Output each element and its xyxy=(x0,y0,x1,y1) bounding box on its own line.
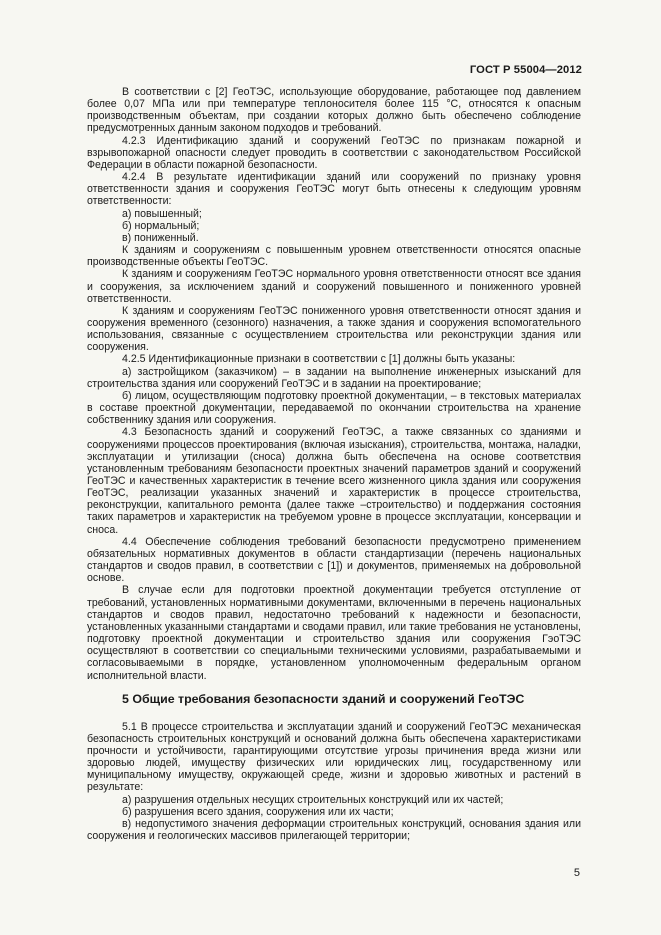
paragraph: 4.3 Безопасность зданий и сооружений ГеоТЭС, а также связанных со зданиями и сооружениями процессов проектирования (включая изыскания), строительства, монтажа, наладки, эксплуатации и утилизации (сноса) должна быть обеспечена на основе соответствия установленным требованиям безопасности проектных значений параметров зданий и сооружений ГеоТЭС и качественных характеристик в течение всего жизненного цикла здания или сооружения ГеоТЭС, реализации указанных значений и характеристик в процессе строительства, реконструкции, капитального ремонта (далее также –строительство) и поддержания состояния таких параметров и характеристик на требуемом уровне в процессе эксплуатации, консервации и сноса. xyxy=(87,426,581,536)
list-item: б) нормальный; xyxy=(122,219,200,232)
paragraph: В соответствии с [2] ГеоТЭС, использующие оборудование, работающее под давлением более 0,07 МПа или при температуре теплоносителя более 115 °С, относятся к опасным производственным объектам, при создании которых должно быть обеспечено соблюдение предусмотренных данным законом подходов и требований. xyxy=(87,86,581,135)
paragraph: К зданиям и сооружениям ГеоТЭС пониженного уровня ответственности относят здания и сооружения временного (сезонного) назначения, а также здания и сооружения вспомогательного использования, связанные с осуществлением строительства или реконструкции здания или сооружения. xyxy=(87,304,581,354)
page-number: 5 xyxy=(573,867,580,879)
document-id-header: ГОСТ Р 55004—2012 xyxy=(469,64,582,76)
list-item: а) повышенный; xyxy=(122,207,202,220)
paragraph: 4.2.3 Идентификацию зданий и сооружений ГеоТЭС по признакам пожарной и взрывопожарной опасности следует проводить в соответствии с законодательством Российской Федерации в области пожарной безопасности. xyxy=(87,134,581,171)
paragraph: 4.2.5 Идентификационные признаки в соответствии с [1] должны быть указаны: xyxy=(122,353,516,366)
list-item: б) разрушения всего здания, сооружения или их части; xyxy=(122,805,394,818)
list-item: а) застройщиком (заказчиком) – в задании на выполнение инженерных изысканий для строительства здания или сооружений ГеоТЭС и в задании на проектирование; xyxy=(87,365,581,390)
paragraph: В случае если для подготовки проектной документации требуется отступление от требований, установленных нормативными документами, включенными в перечень национальных стандартов и сводов правил, недостаточно требований к надежности и безопасности, установленных указанными стандартами и сводами правил, или такие требования не установлены, подготовку проектной документации и строительство здания или сооружения ГэоТЭС осуществляют в соответствии со специальными техническими условиями, разрабатываемыми и согласовываемыми в порядке, установленном уполномоченным федеральным органом исполнительной власти. xyxy=(87,584,581,682)
list-item: б) лицом, осуществляющим подготовку проектной документации, – в текстовых материалах в составе проектной документации, передаваемой по окончании строительства на хранение собственнику здания или сооружения. xyxy=(87,389,581,427)
list-item: в) недопустимого значения деформации строительных конструкций, основания здания или сооружения и геологических массивов прилегающей территории; xyxy=(87,817,581,843)
section-heading: 5 Общие требования безопасности зданий и сооружений ГеоТЭС xyxy=(122,691,525,706)
paragraph: 5.1 В процессе строительства и эксплуатации зданий и сооружений ГеоТЭС механическая безопасность строительных конструкций и оснований должна быть обеспечена характеристиками прочности и устойчивости, гарантирующими отсутствие угрозы причинения вреда жизни или здоровью людей, имуществу физических или юридических лиц, государственному или муниципальному имуществу, окружающей среде, жизни и здоровью животных и растений в результате: xyxy=(87,720,581,794)
document-body xyxy=(87,86,581,842)
paragraph: К зданиям и сооружениям с повышенным уровнем ответственности относятся опасные производственные объекты ГеоТЭС. xyxy=(87,244,581,269)
paragraph: К зданиям и сооружениям ГеоТЭС нормального уровня ответственности относят все здания и сооружения, за исключением зданий и сооружений повышенного и пониженного уровней ответственности. xyxy=(87,268,581,305)
paragraph: 4.4 Обеспечение соблюдения требований безопасности предусмотрено применением обязательных нормативных документов в области стандартизации (перечень национальных стандартов и сводов правил, в соответствии с [1]) и документов, применяемых на добровольной основе. xyxy=(87,535,581,585)
list-item: в) пониженный. xyxy=(122,231,199,244)
list-item: а) разрушения отдельных несущих строительных конструкций или их частей; xyxy=(122,793,504,806)
paragraph: 4.2.4 В результате идентификации зданий или сооружений по признаку уровня ответственности здания и сооружения ГеоТЭС могут быть отнесены к следующим уровням ответственности: xyxy=(87,171,581,208)
